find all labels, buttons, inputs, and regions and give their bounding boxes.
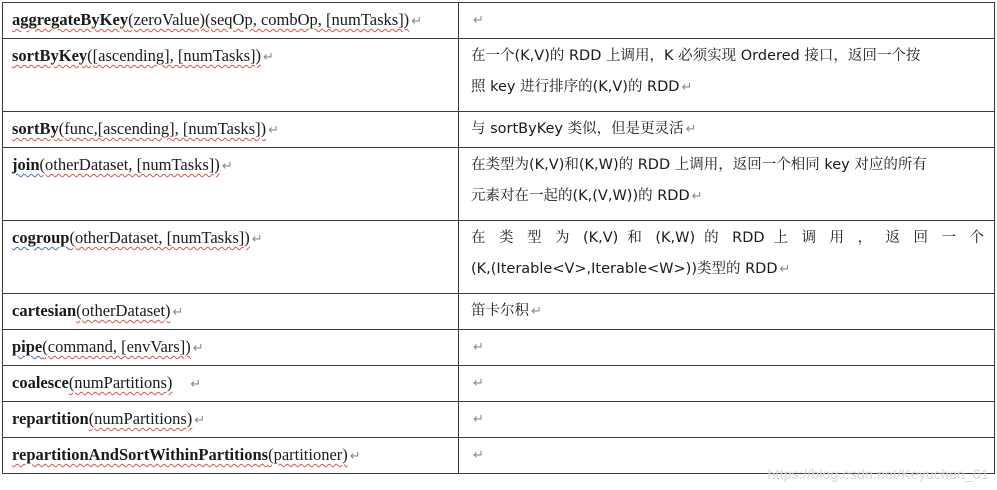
- function-cell: [3, 294, 459, 330]
- function-cell: [3, 221, 459, 294]
- table-row: [3, 112, 995, 148]
- description-cell: [459, 221, 995, 294]
- function-name: repartitionAndSortWithinPartitions: [12, 445, 269, 464]
- function-args: (func,[ascending], [numTasks]): [58, 119, 267, 138]
- description-line: 在一个(K,V)的 RDD 上调用，K 必须实现 Ordered 接口，返回一个按: [471, 48, 921, 64]
- function-cell: [3, 39, 459, 112]
- function-name: coalesce: [12, 373, 69, 392]
- function-args: (otherDataset, [numTasks]): [69, 228, 250, 247]
- paragraph-mark-icon: ↵: [779, 262, 791, 277]
- table-row: [3, 294, 995, 330]
- description-line: 与 sortByKey 类似，但是更灵活: [471, 121, 684, 137]
- api-table: [2, 2, 995, 474]
- function-name: aggregateByKey: [12, 10, 129, 29]
- table-row: [3, 402, 995, 438]
- description-line: (K,(Iterable<V>,Iterable<W>))类型的 RDD: [471, 261, 778, 277]
- paragraph-mark-icon: ↵: [473, 13, 484, 28]
- paragraph-mark-icon: ↵: [263, 50, 274, 65]
- function-cell: [3, 438, 459, 474]
- description-line: 在类型为(K,V)和(K,W)的 RDD 上调用，返回一个相同 key 对应的所有: [471, 157, 927, 173]
- function-cell: [3, 112, 459, 148]
- paragraph-mark-icon: ↵: [681, 80, 693, 95]
- paragraph-mark-icon: ↵: [268, 123, 279, 138]
- paragraph-mark-icon: ↵: [473, 412, 484, 427]
- function-args: (numPartitions): [68, 373, 173, 392]
- function-name: repartition: [12, 409, 89, 428]
- table-row: [3, 221, 995, 294]
- description-line: 在 类 型 为 (K,V) 和 (K,W) 的 RDD 上 调 用 ， 返 回 一 个: [471, 230, 984, 246]
- description-line: 笛卡尔积: [471, 303, 529, 319]
- function-name: sortByKey: [12, 46, 88, 65]
- paragraph-mark-icon: ↵: [473, 448, 484, 463]
- description-cell: [459, 330, 995, 366]
- description-cell: [459, 402, 995, 438]
- description-cell: [459, 39, 995, 112]
- table-row: [3, 39, 995, 112]
- function-name: sortBy: [12, 119, 59, 138]
- function-args: (otherDataset): [76, 301, 171, 320]
- paragraph-mark-icon: ↵: [691, 189, 703, 204]
- table-row: [3, 366, 995, 402]
- watermark-url: https://blog.csdn.net/Keyuchen_01: [767, 466, 989, 482]
- table-row: [3, 3, 995, 39]
- function-cell: [3, 148, 459, 221]
- paragraph-mark-icon: ↵: [349, 449, 361, 464]
- function-args: (partitioner): [268, 445, 348, 464]
- function-cell: [3, 366, 459, 402]
- paragraph-mark-icon: ↵: [531, 304, 542, 319]
- function-args: (otherDataset, [numTasks]): [39, 155, 220, 174]
- table-row: [3, 148, 995, 221]
- function-args: (numPartitions): [88, 409, 193, 428]
- description-cell: [459, 112, 995, 148]
- paragraph-mark-icon: ↵: [194, 413, 206, 428]
- paragraph-mark-icon: ↵: [192, 341, 204, 356]
- description-line: 照 key 进行排序的(K,V)的 RDD: [471, 79, 680, 95]
- function-args: (command, [envVars]): [42, 337, 191, 356]
- paragraph-mark-icon: ↵: [251, 232, 263, 247]
- table-row: [3, 330, 995, 366]
- function-name: join: [12, 155, 40, 174]
- function-args: (zeroValue)(seqOp, combOp, [numTasks]): [128, 10, 410, 29]
- description-cell: [459, 3, 995, 39]
- function-cell: [3, 330, 459, 366]
- paragraph-mark-icon: ↵: [473, 376, 484, 391]
- function-cell: [3, 402, 459, 438]
- paragraph-mark-icon: ↵: [190, 377, 202, 392]
- function-args: ([ascending], [numTasks]): [87, 46, 262, 65]
- paragraph-mark-icon: ↵: [473, 340, 484, 355]
- description-cell: [459, 366, 995, 402]
- paragraph-mark-icon: ↵: [172, 305, 184, 320]
- description-line: 元素对在一起的(K,(V,W))的 RDD: [471, 188, 690, 204]
- function-name: cogroup: [12, 228, 70, 247]
- paragraph-mark-icon: ↵: [221, 159, 233, 174]
- description-cell: [459, 294, 995, 330]
- function-cell: [3, 3, 459, 39]
- paragraph-mark-icon: ↵: [685, 122, 697, 137]
- function-name: cartesian: [12, 301, 77, 320]
- function-name: pipe: [12, 337, 43, 356]
- description-cell: [459, 148, 995, 221]
- paragraph-mark-icon: ↵: [411, 14, 423, 29]
